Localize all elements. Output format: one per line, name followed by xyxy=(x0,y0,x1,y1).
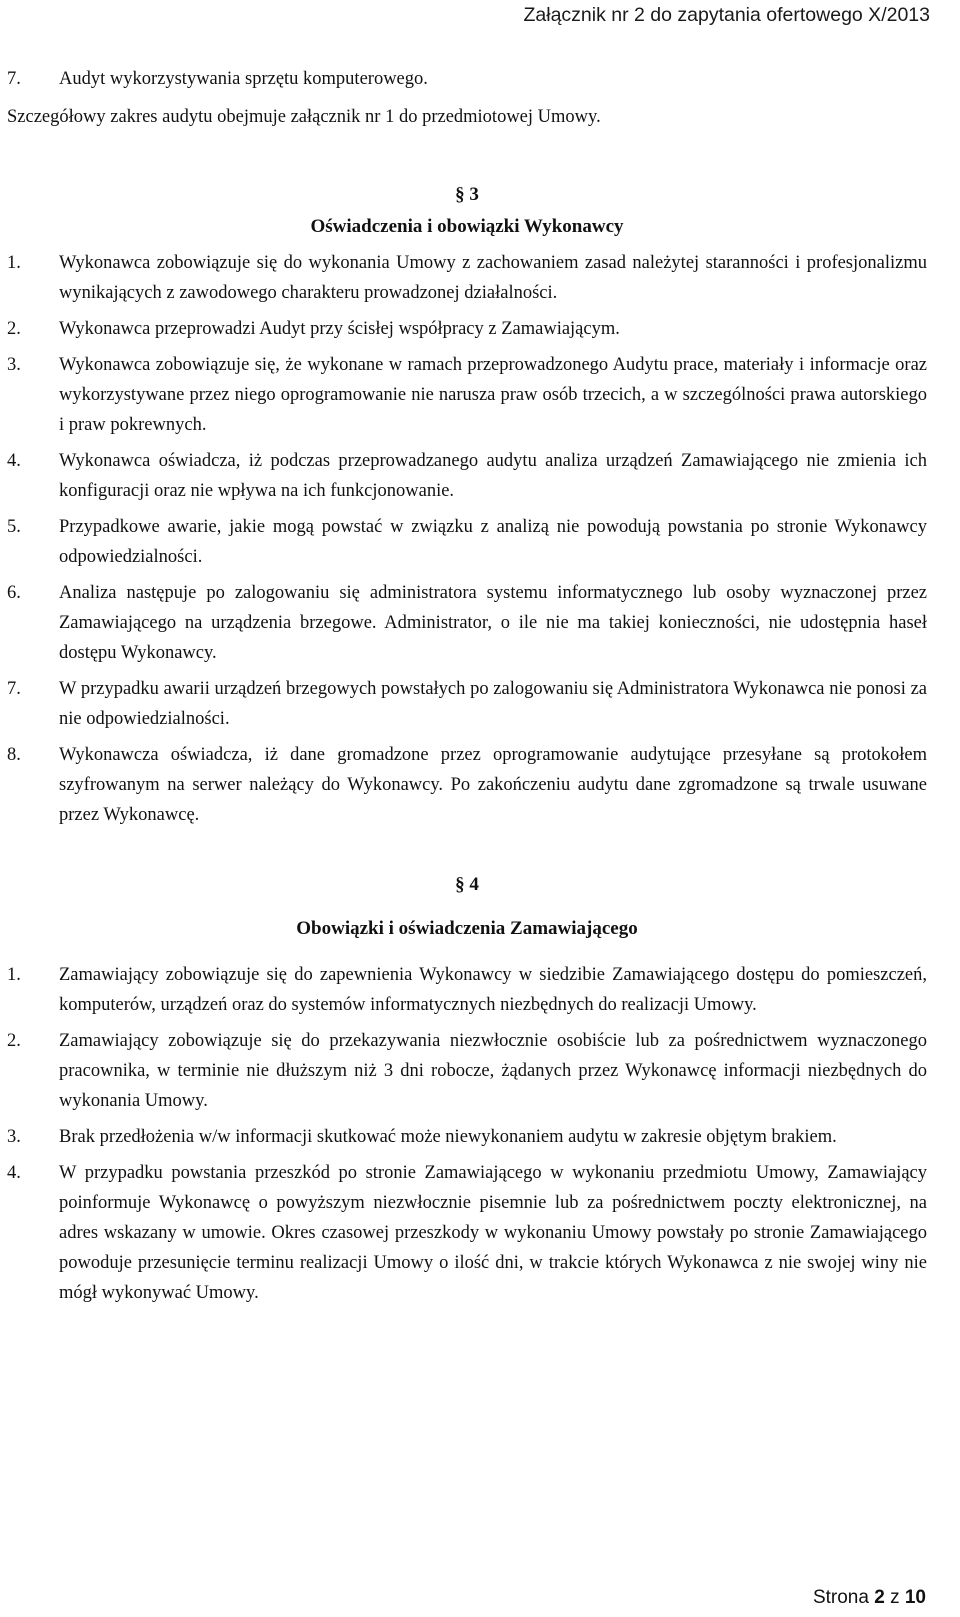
item-number: 5. xyxy=(7,517,21,537)
scope-paragraph: Szczegółowy zakres audytu obejmuje załącznik nr 1 do przedmiotowej Umowy. xyxy=(7,107,601,127)
section-3-title: Oświadczenia i obowiązki Wykonawcy xyxy=(310,216,624,237)
section-4-title: Obowiązki i oświadczenia Zamawiającego xyxy=(296,918,638,939)
page-footer xyxy=(813,1587,926,1609)
footer-total-pages: 10 xyxy=(904,1587,926,1608)
list-item xyxy=(7,446,927,506)
item-text: Wykonawca oświadcza, iż podczas przeprowadzanego audytu analiza urządzeń Zamawiającego nie zmienia ich konfiguracji oraz nie wpływa na ich funkcjonowanie. xyxy=(59,451,927,501)
page-header: Załącznik nr 2 do zapytania ofertowego X/2013 xyxy=(523,4,930,26)
list-item xyxy=(7,578,927,668)
list-item xyxy=(7,674,927,734)
item-text: W przypadku awarii urządzeń brzegowych powstałych po zalogowaniu się Administratora Wykonawca nie ponosi za nie odpowiedzialności. xyxy=(59,679,927,729)
item-text: Wykonawca przeprowadzi Audyt przy ścisłej współpracy z Zamawiającym. xyxy=(59,319,620,339)
item-number: 4. xyxy=(7,1163,21,1183)
item-number: 3. xyxy=(7,1127,21,1147)
item-text: Wykonawca zobowiązuje się, że wykonane w ramach przeprowadzonego Audytu prace, materiały i informacje oraz wykorzystywane przez niego oprogramowanie nie narusza praw osób trzecich, a w szczególności prawa autorskiego i praw pokrewnych. xyxy=(59,355,927,435)
item-text: Analiza następuje po zalogowaniu się administratora systemu informatycznego lub osoby wyznaczonej przez Zamawiającego na urządzenia brzegowe. Administrator, o ile nie ma takiej konieczności, nie udostępnia haseł dostępu Wykonawcy. xyxy=(59,583,927,663)
footer-label: Strona xyxy=(812,1587,869,1608)
item-number: 7. xyxy=(7,69,21,89)
item-number: 4. xyxy=(7,451,21,471)
item-text: Audyt wykorzystywania sprzętu komputerowego. xyxy=(59,69,428,89)
item-number: 3. xyxy=(7,355,21,375)
item-text: W przypadku powstania przeszkód po stronie Zamawiającego w wykonaniu przedmiotu Umowy, Zamawiający poinformuje Wykonawcę o powyższym niezwłocznie pisemnie lub za pośrednictwem poczty elektronicznej, na adres wskazany w umowie. Okres czasowej przeszkody w wykonaniu Umowy powstały po stronie Zamawiającego powoduje przesunięcie terminu realizacji Umowy o ilość dni, w trakcie których Wykonawca z nie swojej winy nie mógł wykonywać Umowy. xyxy=(59,1163,927,1303)
item-number: 2. xyxy=(7,1031,21,1051)
intro-item-7 xyxy=(7,64,927,94)
section-4-list xyxy=(7,960,927,1308)
list-item xyxy=(7,350,927,440)
list-item xyxy=(7,314,927,344)
list-item xyxy=(7,248,927,308)
section-3-number: § 3 xyxy=(455,184,479,205)
item-text: Przypadkowe awarie, jakie mogą powstać w związku z analizą nie powodują powstania po stronie Wykonawcy odpowiedzialności. xyxy=(59,517,927,567)
list-item xyxy=(7,740,927,830)
section-3-list xyxy=(7,248,927,830)
item-number: 1. xyxy=(7,253,21,273)
item-text: Wykonawca zobowiązuje się do wykonania Umowy z zachowaniem zasad należytej staranności i profesjonalizmu wynikających z zawodowego charakteru prowadzonej działalności. xyxy=(59,253,927,303)
item-text: Zamawiający zobowiązuje się do zapewnienia Wykonawcy w siedzibie Zamawiającego dostępu do pomieszczeń, komputerów, urządzeń oraz do systemów informatycznych niezbędnych do realizacji Umowy. xyxy=(59,965,927,1015)
item-number: 2. xyxy=(7,319,21,339)
list-item xyxy=(7,1158,927,1308)
list-item xyxy=(7,1026,927,1116)
item-text: Zamawiający zobowiązuje się do przekazywania niezwłocznie osobiście lub za pośrednictwem wyznaczonego pracownika, w terminie nie dłuższym niż 3 dni robocze, żądanych przez Wykonawcę informacji niezbędnych do wykonania Umowy. xyxy=(59,1031,927,1111)
document-body xyxy=(7,64,927,1308)
list-item xyxy=(7,1122,927,1152)
item-number: 1. xyxy=(7,965,21,985)
section-4-number: § 4 xyxy=(455,874,479,895)
item-number: 7. xyxy=(7,679,21,699)
list-item xyxy=(7,960,927,1020)
footer-of: z xyxy=(890,1587,900,1608)
footer-page-number: 2 xyxy=(874,1587,885,1608)
item-text: Brak przedłożenia w/w informacji skutkować może niewykonaniem audytu w zakresie objętym brakiem. xyxy=(59,1127,837,1147)
item-number: 6. xyxy=(7,583,21,603)
item-number: 8. xyxy=(7,745,21,765)
list-item xyxy=(7,512,927,572)
item-text: Wykonawcza oświadcza, iż dane gromadzone przez oprogramowanie audytujące przesyłane są protokołem szyfrowanym na serwer należący do Wykonawcy. Po zakończeniu audytu dane zgromadzone są trwale usuwane przez Wykonawcę. xyxy=(59,745,927,825)
